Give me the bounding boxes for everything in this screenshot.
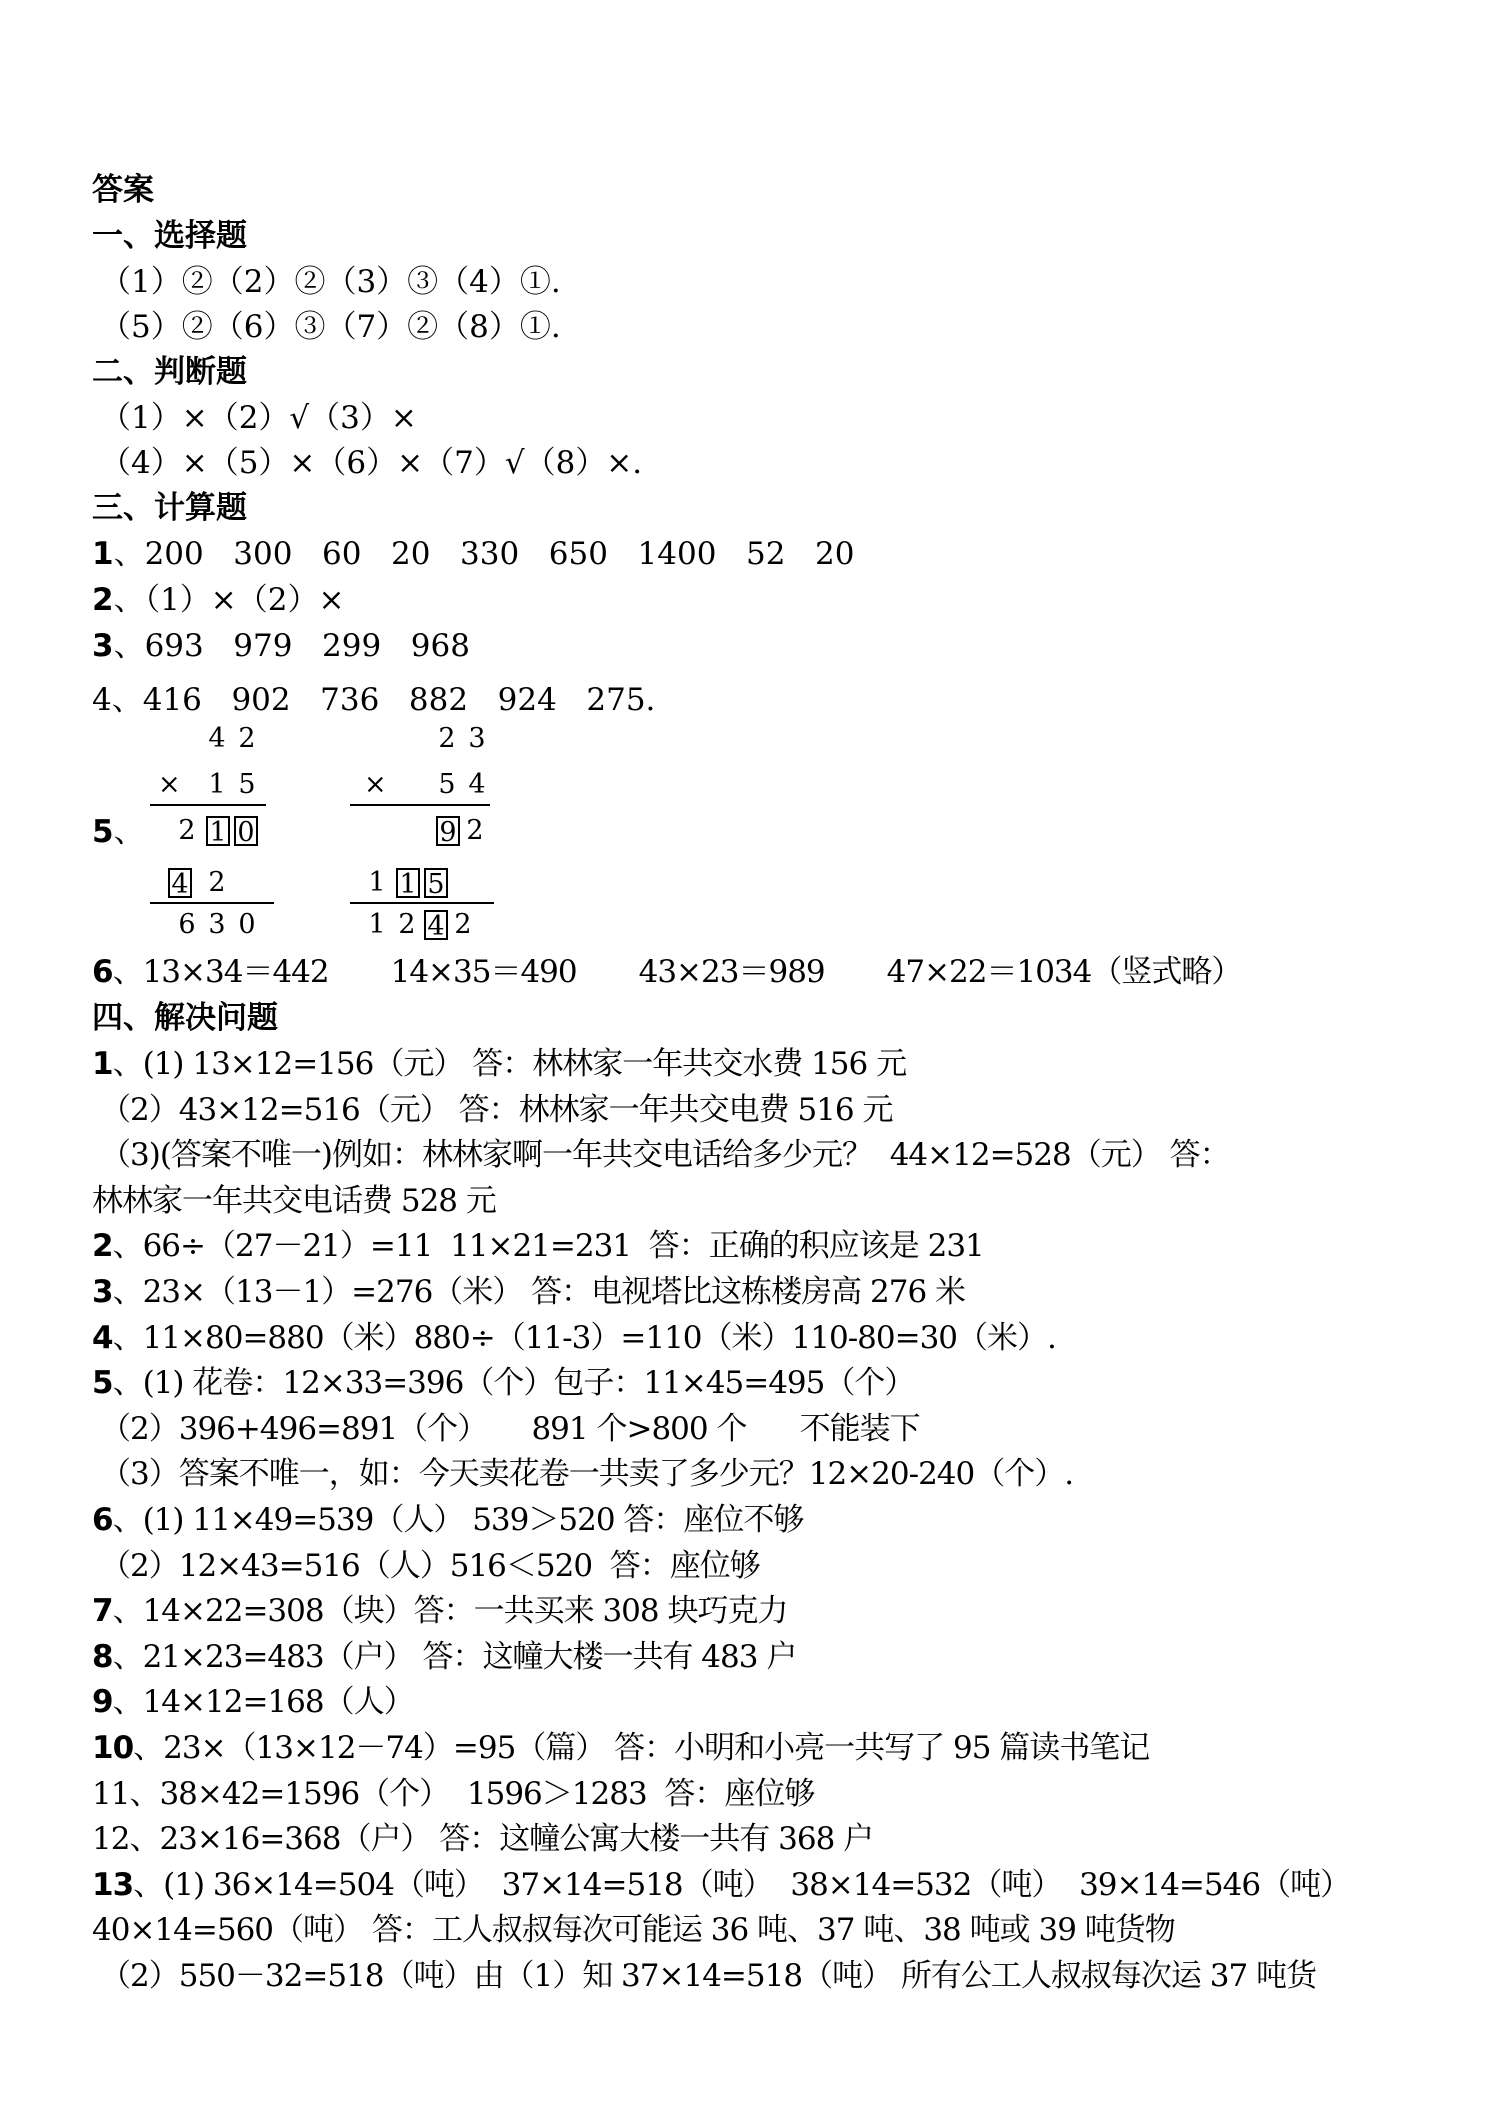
choice-answers-row-2: （5）②（6）③（7）②（8）①. bbox=[100, 309, 561, 345]
times-sign: × bbox=[364, 769, 387, 800]
problem-text: 、23×（13－1）=276（米） 答：电视塔比这栋楼房高 276 米 bbox=[112, 1274, 966, 1310]
vertical-multiplication-right bbox=[350, 724, 500, 944]
section-heading-judgement: 二、判断题 bbox=[92, 354, 247, 390]
choice-answers-row-1: （1）②（2）②（3）③（4）①. bbox=[100, 264, 561, 300]
problem-text: 、(1) 13×12=156（元） 答：林林家一年共交水费 156 元 bbox=[112, 1046, 907, 1082]
question-number: 4 bbox=[92, 1320, 113, 1356]
calc-q3-answers: 、693 979 299 968 bbox=[113, 628, 470, 664]
vertical-multiplication-left bbox=[150, 724, 280, 944]
judgement-answers-row-2: （4）×（5）×（6）×（7）√（8）×. bbox=[100, 445, 643, 481]
question-number: 6 bbox=[92, 1502, 113, 1538]
problem-line bbox=[92, 1637, 796, 1677]
calc-q2 bbox=[92, 580, 344, 620]
problem-line bbox=[92, 1226, 984, 1266]
problem-line bbox=[100, 1409, 920, 1449]
calc-q1-answers: 、200 300 60 20 330 650 1400 52 20 bbox=[113, 536, 855, 572]
problem-text: （2）12×43=516（人）516＜520 答：座位够 bbox=[100, 1548, 760, 1584]
problem-text: 、(1) 花卷：12×33=396（个）包子：11×45=495（个） bbox=[112, 1365, 915, 1401]
problem-text: 林林家一年共交电话费 528 元 bbox=[92, 1183, 496, 1219]
answer-box: 9 bbox=[436, 816, 460, 846]
problem-text: 12、23×16=368（户） 答：这幢公寓大楼一共有 368 户 bbox=[92, 1821, 874, 1857]
problem-line bbox=[92, 1774, 814, 1814]
problem-line bbox=[92, 1728, 1149, 1768]
product-digit: 2 bbox=[454, 909, 472, 940]
multiplier-digit: 1 bbox=[208, 769, 226, 800]
question-number: 6 bbox=[92, 954, 113, 990]
problem-text: 、23×（13×12－74）=95（篇） 答：小明和小亮一共写了 95 篇读书笔记 bbox=[133, 1730, 1150, 1766]
multiplicand-digit: 3 bbox=[468, 723, 486, 754]
problem-line bbox=[92, 1044, 906, 1084]
partial-product-digit: 1 bbox=[368, 867, 386, 898]
product-digit: 1 bbox=[368, 909, 386, 940]
problem-text: 、(1) 11×49=539（人） 539＞520 答：座位不够 bbox=[112, 1502, 804, 1538]
page-title: 答案 bbox=[92, 172, 154, 208]
problem-text: 11、38×42=1596（个） 1596＞1283 答：座位够 bbox=[92, 1776, 815, 1812]
problem-text: 、11×80=880（米）880÷（11-3）=110（米）110-80=30（米）. bbox=[112, 1320, 1056, 1356]
question-number: 2 bbox=[92, 582, 114, 618]
separator: 、 bbox=[113, 814, 145, 850]
problem-line bbox=[92, 1591, 787, 1631]
multiplicand-digit: 4 bbox=[208, 723, 226, 754]
problem-text: 40×14=560（吨） 答：工人叔叔每次可能运 36 吨、37 吨、38 吨或 39 吨货物 bbox=[92, 1912, 1175, 1948]
product-digit: 6 bbox=[178, 909, 196, 940]
problem-text: （2）550－32=518（吨）由（1）知 37×14=518（吨） 所有公工人叔叔每次运 37 吨货 bbox=[100, 1958, 1317, 1994]
answer-box: 1 bbox=[206, 816, 230, 846]
problem-text: 、14×22=308（块）答：一共买来 308 块巧克力 bbox=[112, 1593, 788, 1629]
product-digit: 3 bbox=[208, 909, 226, 940]
multiplicand-digit: 2 bbox=[438, 723, 456, 754]
question-number: 9 bbox=[92, 1684, 113, 1720]
problem-line bbox=[92, 1363, 914, 1403]
multiplier-digit: 5 bbox=[438, 769, 456, 800]
problem-text: （2）396+496=891（个） 891 个>800 个 不能装下 bbox=[100, 1411, 920, 1447]
question-number: 5 bbox=[92, 1365, 113, 1401]
calc-q4: 4、416 902 736 882 924 275. bbox=[92, 682, 656, 718]
calc-q5-label bbox=[92, 812, 145, 852]
calc-q3 bbox=[92, 626, 470, 666]
problem-line bbox=[92, 1865, 1350, 1905]
question-number: 8 bbox=[92, 1639, 113, 1675]
question-number: 3 bbox=[92, 1274, 113, 1310]
product-digit: 2 bbox=[398, 909, 416, 940]
problem-text: 、(1) 36×14=504（吨） 37×14=518（吨） 38×14=532（吨） 39×14=546（吨） bbox=[133, 1867, 1351, 1903]
multiplier-digit: 4 bbox=[468, 769, 486, 800]
answer-box: 4 bbox=[168, 868, 192, 898]
section-heading-calculation: 三、计算题 bbox=[92, 490, 247, 526]
underline bbox=[150, 902, 274, 904]
partial-product-digit: 2 bbox=[466, 815, 484, 846]
multiplicand-digit: 2 bbox=[238, 723, 256, 754]
question-number: 13 bbox=[92, 1867, 134, 1903]
underline bbox=[150, 804, 266, 806]
underline bbox=[350, 902, 494, 904]
problem-text: （2）43×12=516（元） 答：林林家一年共交电费 516 元 bbox=[100, 1092, 893, 1128]
problem-text: 、21×23=483（户） 答：这幢大楼一共有 483 户 bbox=[112, 1639, 797, 1675]
question-number: 2 bbox=[92, 1228, 113, 1264]
calc-q2-answers: 、（1）×（2）× bbox=[113, 582, 345, 618]
multiplier-digit: 5 bbox=[238, 769, 256, 800]
problem-text: 、14×12=168（人） bbox=[112, 1684, 414, 1720]
underline bbox=[350, 804, 490, 806]
times-sign: × bbox=[158, 769, 181, 800]
section-heading-word-problems: 四、解决问题 bbox=[92, 1000, 278, 1036]
section-heading-choice: 一、选择题 bbox=[92, 218, 247, 254]
problem-line bbox=[100, 1135, 1230, 1175]
problem-line bbox=[100, 1546, 760, 1586]
calc-q6 bbox=[92, 952, 1241, 992]
problem-line bbox=[92, 1500, 803, 1540]
answer-box: 4 bbox=[424, 910, 448, 940]
answer-box: 0 bbox=[234, 816, 258, 846]
product-digit: 0 bbox=[238, 909, 256, 940]
problem-line bbox=[100, 1454, 1073, 1494]
answer-box: 5 bbox=[424, 868, 448, 898]
problem-line bbox=[92, 1819, 873, 1859]
problem-line bbox=[100, 1956, 1316, 1996]
partial-product-digit: 2 bbox=[178, 815, 196, 846]
problem-line bbox=[92, 1272, 965, 1312]
problem-line bbox=[92, 1181, 496, 1221]
problem-text: （3）答案不唯一，如：今天卖花卷一共卖了多少元？12×20-240（个）. bbox=[100, 1456, 1074, 1492]
question-number: 1 bbox=[92, 536, 114, 572]
calc-q1 bbox=[92, 534, 854, 574]
answer-box: 1 bbox=[396, 868, 420, 898]
problem-text: 、66÷（27－21）=11 11×21=231 答：正确的积应该是 231 bbox=[112, 1228, 984, 1264]
partial-product-digit: 2 bbox=[208, 867, 226, 898]
problem-line bbox=[100, 1090, 892, 1130]
problem-line bbox=[92, 1910, 1175, 1950]
question-number: 5 bbox=[92, 814, 114, 850]
question-number: 3 bbox=[92, 628, 114, 664]
problem-line bbox=[92, 1318, 1056, 1358]
question-number: 7 bbox=[92, 1593, 113, 1629]
question-number: 1 bbox=[92, 1046, 113, 1082]
problem-line bbox=[92, 1682, 414, 1722]
judgement-answers-row-1: （1）×（2）√（3）× bbox=[100, 400, 417, 436]
problem-text: （3)(答案不唯一)例如：林林家啊一年共交电话给多少元？ 44×12=528（元） 答： bbox=[100, 1137, 1230, 1173]
calc-q6-answers: 、13×34＝442 14×35＝490 43×23＝989 47×22＝1034（竖式略） bbox=[112, 954, 1242, 990]
question-number: 10 bbox=[92, 1730, 134, 1766]
